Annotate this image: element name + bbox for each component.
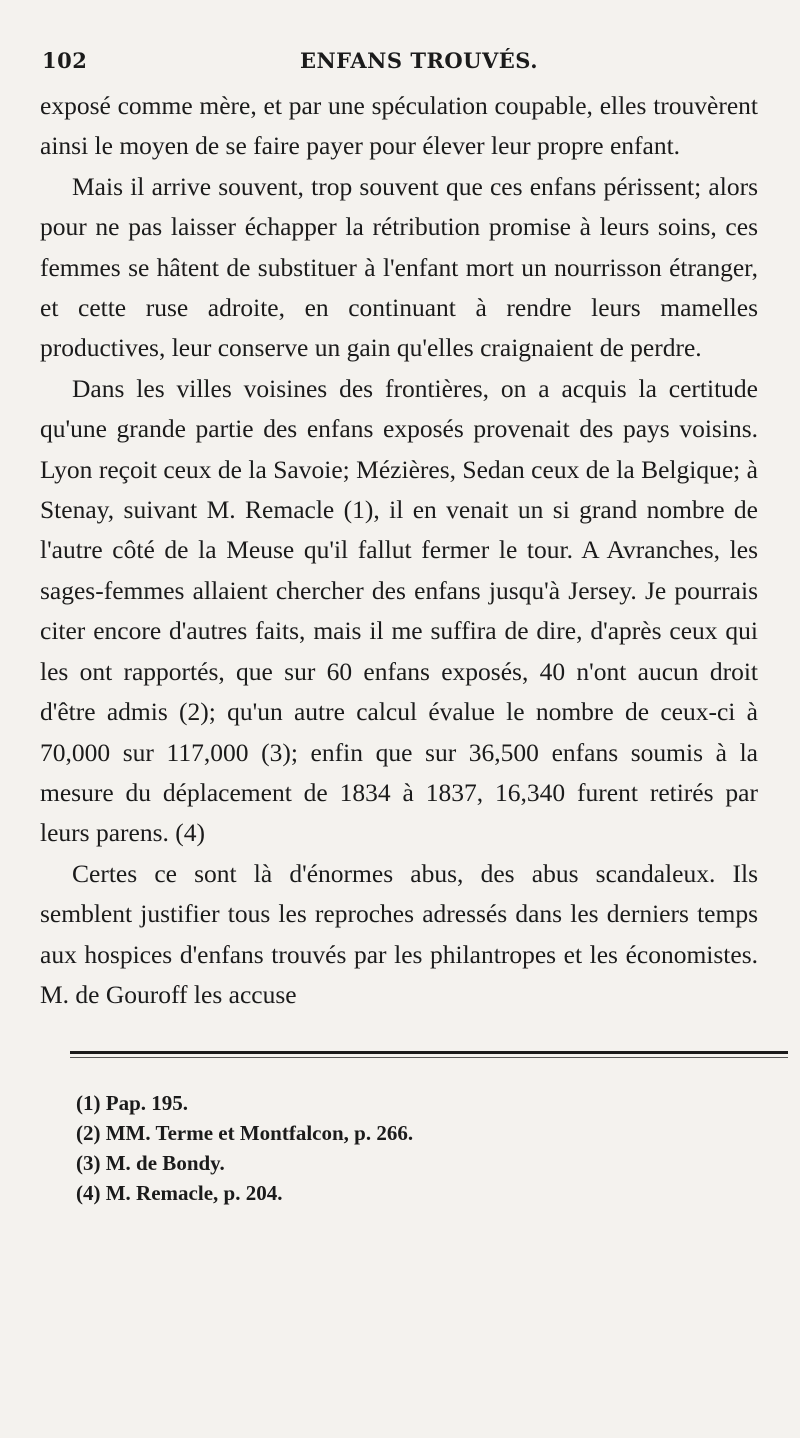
footnote: (3) M. de Bondy. [76,1151,225,1176]
paragraph: Dans les villes voisines des frontières, on a acquis la certitude qu'une grande partie des enfans exposés provenait des pays voisins. Lyon reçoit ceux de la Savoie; Mézières, Sedan ceux de la Belgique; à Stenay, suivant M. Remacle (1), il en venait un si grand nombre de l'autre côté de la Meuse qu'il fallut fermer le tour. A Avranches, les sages-femmes allaient chercher des enfans jusqu'à Jersey. Je pourrais citer encore d'autres faits, mais il me suffira de dire, d'après ceux qui les ont rapportés, que sur 60 enfans exposés, 40 n'ont aucun droit d'être admis (2); qu'un autre calcul évalue le nombre de ceux-ci à 70,000 sur 117,000 (3); enfin que sur 36,500 enfans soumis à la mesure du déplacement de 1834 à 1837, 16,340 furent retirés par leurs parens. (4) [40,373,758,848]
footnote-divider [70,1051,788,1054]
running-head [40,38,758,78]
paragraph: Mais il arrive souvent, trop souvent que ces enfans périssent; alors pour ne pas laisser échapper la rétribution promise à leurs soins, ces femmes se hâtent de substituer à l'enfant mort un nourrisson étranger, et cette ruse adroite, en continuant à rendre leurs mamelles productives, leur conserve un gain qu'elles craignaient de perdre. [40,171,758,363]
body-text [40,86,758,1015]
footnote: (2) MM. Terme et Montfalcon, p. 266. [76,1121,414,1146]
footnote: (1) Pap. 195. [76,1091,188,1116]
paragraph: Certes ce sont là d'énormes abus, des abus scandaleux. Ils semblent justifier tous les reproches adressés dans les derniers temps aux hospices d'enfans trouvés par les philantropes et les économistes. M. de Gouroff les accuse [40,858,758,1009]
running-title: ENFANS TROUVÉS. [299,48,539,73]
page-number: 102 [42,48,88,73]
footnotes [76,1088,758,1208]
paragraph-continued: exposé comme mère, et par une spéculation coupable, elles trouvèrent ainsi le moyen de se faire payer pour élever leur propre enfant. [40,91,758,161]
footnote: (4) M. Remacle, p. 204. [76,1181,283,1206]
